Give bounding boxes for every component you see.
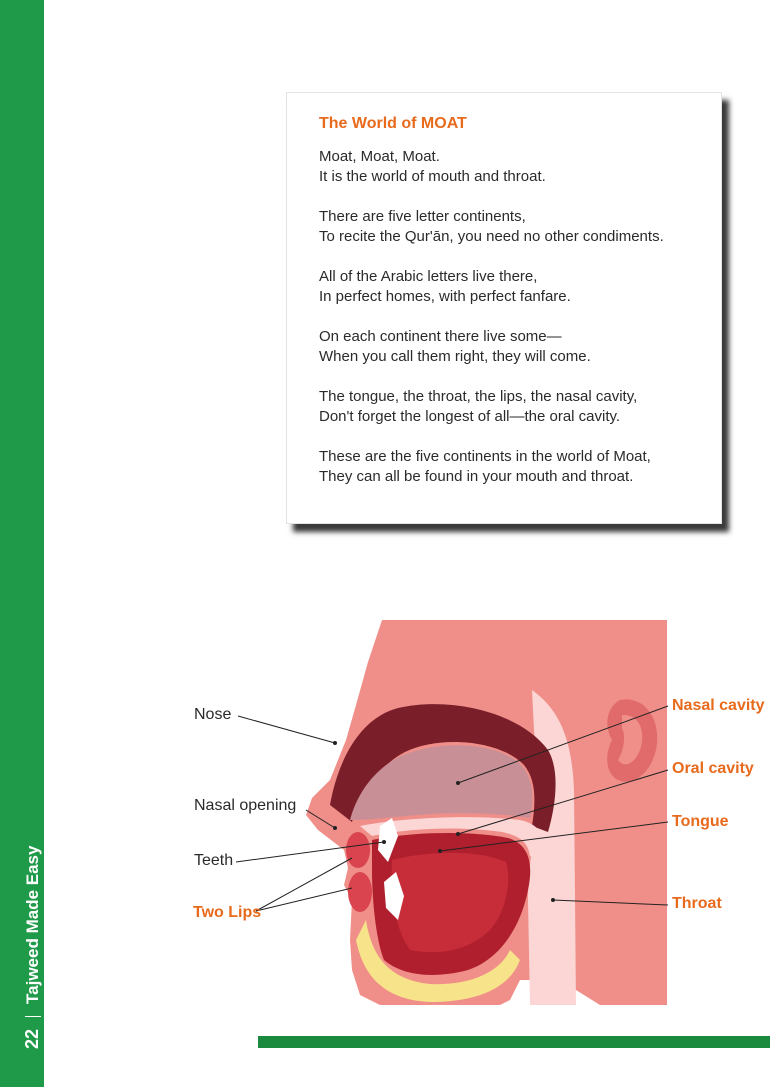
label-oral-cavity: Oral cavity <box>672 760 754 777</box>
poem-line: The tongue, the throat, the lips, the nasal cavity, <box>319 388 638 405</box>
label-throat: Throat <box>672 895 722 912</box>
book-title: Tajweed Made Easy <box>22 845 42 1004</box>
poem-line: On each continent there live some— <box>319 328 562 345</box>
poem-box <box>286 92 722 524</box>
vocal-anatomy-diagram <box>0 600 774 1020</box>
poem-title: The World of MOAT <box>319 115 467 132</box>
poem-content <box>319 115 711 507</box>
poem-stanza-2 <box>319 207 711 247</box>
poem-line: When you call them right, they will come. <box>319 348 591 365</box>
label-two-lips: Two Lips <box>193 904 262 921</box>
tongue-leader-dot <box>438 849 442 853</box>
two-lips-leader-line-lower <box>256 888 352 911</box>
poem-line: These are the five continents in the world of Moat, <box>319 448 651 465</box>
two-lips-leader-line-upper <box>256 858 352 911</box>
page-number: 22 <box>22 1028 42 1049</box>
upper-lip <box>346 832 370 868</box>
poem-line: Don't forget the longest of all—the oral cavity. <box>319 408 621 425</box>
label-nasal-opening: Nasal opening <box>194 797 297 814</box>
nose-leader-dot <box>333 741 337 745</box>
label-teeth: Teeth <box>194 852 234 869</box>
poem-stanza-3 <box>319 267 711 307</box>
lower-lip <box>348 872 372 912</box>
poem-stanza-4 <box>319 327 711 367</box>
bottom-green-bar <box>258 1036 770 1048</box>
anatomy-illustration <box>0 600 774 1020</box>
poem-line: In perfect homes, with perfect fanfare. <box>319 288 571 305</box>
poem-line: All of the Arabic letters live there, <box>319 268 538 285</box>
label-tongue: Tongue <box>672 813 729 830</box>
nasal-opening-leader-dot <box>333 826 337 830</box>
poem-stanza-6 <box>319 447 711 487</box>
throat-leader-dot <box>551 898 555 902</box>
poem-stanza-5 <box>319 387 711 427</box>
poem-line: They can all be found in your mouth and throat. <box>319 468 634 485</box>
oral-cavity-leader-dot <box>456 832 460 836</box>
label-nasal-cavity: Nasal cavity <box>672 697 765 714</box>
poem-line: It is the world of mouth and throat. <box>319 168 546 185</box>
poem-line: Moat, Moat, Moat. <box>319 148 440 165</box>
poem-line: There are five letter continents, <box>319 208 526 225</box>
nose-leader-line <box>238 716 335 743</box>
poem-stanza-1 <box>319 147 711 187</box>
label-nose: Nose <box>194 706 232 723</box>
nasal-cavity-leader-dot <box>456 781 460 785</box>
poem-line: To recite the Qur'ān, you need no other condiments. <box>319 228 664 245</box>
teeth-leader-dot <box>382 840 386 844</box>
